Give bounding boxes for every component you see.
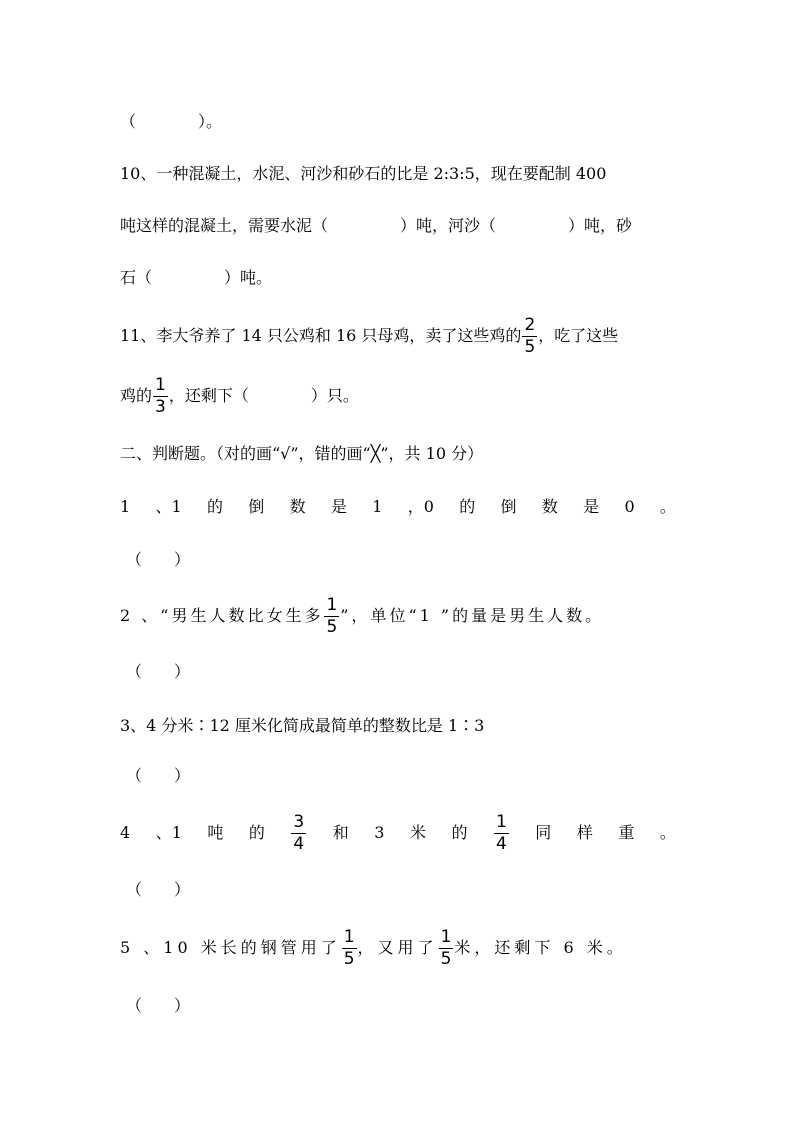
- j1-token: 的: [206, 497, 223, 516]
- j4-token: 的: [451, 823, 468, 842]
- j1-token: 、1: [155, 497, 182, 516]
- j4-token: 同: [535, 823, 552, 842]
- j5-text-c: 米，还剩下 6 米。: [454, 938, 627, 957]
- q9-answer-blank: [120, 102, 676, 142]
- judge-item-2: [120, 594, 676, 638]
- q11-text-b: ，吃了这些: [538, 326, 619, 345]
- q11-line1: [120, 314, 676, 358]
- j1-token: 数: [541, 497, 558, 516]
- fraction-denominator: 4: [495, 833, 507, 854]
- fraction-denominator: 4: [293, 833, 305, 854]
- fraction-one-fifth: [342, 929, 357, 968]
- j1-token: 0: [624, 497, 635, 516]
- j4-token: 米: [409, 823, 426, 842]
- fraction-numerator: 1: [155, 375, 166, 395]
- q11-text-e: ）只。: [310, 386, 359, 405]
- section-heading: 二、判断题。（对的画“√”，错的画“╳”，共 10 分）: [120, 444, 484, 463]
- judge-item-4: [120, 810, 676, 856]
- j4-token: 吨: [207, 823, 224, 842]
- q10-line1: 10、一种混凝土，水泥、河沙和砂石的比是 2:3:5，现在要配制 400: [120, 164, 607, 183]
- j4-token: 和: [332, 823, 349, 842]
- judge-item-3: 3、4 分米∶12 厘米化简成最简单的整数比是 1∶3: [120, 716, 485, 735]
- fraction-one-quarter: [494, 811, 509, 854]
- j4-token: 样: [576, 823, 593, 842]
- q10-text-e: ）吨。: [224, 268, 273, 287]
- q10-text-b: ）吨，河沙（: [400, 216, 497, 235]
- j4-token: 重: [618, 823, 635, 842]
- fraction-one-fifth: [324, 597, 339, 636]
- q10-text-c: ）吨，砂: [568, 216, 633, 235]
- j4-token: 3: [374, 823, 385, 842]
- fraction-one-fifth: [439, 929, 454, 968]
- open-paren: （: [120, 112, 137, 131]
- judge-item-5: [120, 925, 676, 971]
- q10-text-a: 吨这样的混凝土，需要水泥（: [120, 216, 329, 235]
- fraction-numerator: 1: [343, 927, 355, 947]
- j1-token: 1: [120, 497, 131, 516]
- q11-line2: [120, 374, 676, 418]
- j1-token: 是: [330, 497, 347, 516]
- j1-token: 倒: [248, 497, 265, 516]
- fraction-two-fifths: [522, 317, 537, 356]
- j4-token: 的: [248, 823, 265, 842]
- j4-token: 4: [120, 823, 131, 842]
- j1-token: 。: [659, 497, 676, 516]
- fraction-numerator: 1: [440, 927, 452, 947]
- j4-token: 、1: [155, 823, 182, 842]
- fraction-denominator: 5: [440, 949, 452, 969]
- j1-token: 数: [289, 497, 306, 516]
- j1-token: 的: [459, 497, 476, 516]
- fraction-denominator: 3: [155, 397, 166, 417]
- j1-token: 倒: [500, 497, 517, 516]
- fraction-denominator: 5: [524, 337, 536, 357]
- judge-answer-1[interactable]: （ ）: [126, 550, 191, 569]
- j1-token: 1: [372, 497, 383, 516]
- judge-answer-2[interactable]: （ ）: [126, 662, 191, 681]
- j1-token: ，0: [407, 497, 434, 516]
- fraction-numerator: 3: [293, 811, 305, 832]
- q10-line2: [120, 206, 676, 246]
- fraction-denominator: 5: [343, 949, 355, 969]
- fraction-numerator: 2: [524, 315, 536, 335]
- fraction-numerator: 1: [326, 595, 338, 615]
- judge-item-1: [120, 487, 676, 527]
- j1-token: 是: [583, 497, 600, 516]
- fraction-three-quarters: [291, 811, 306, 854]
- q10-line3: [120, 258, 676, 298]
- j2-text-b: ”，单位“1 ”的量是男生人数。: [340, 606, 605, 625]
- j5-text-b: ，又用了: [357, 938, 438, 957]
- q11-text-d: ，还剩下（: [168, 386, 249, 405]
- fraction-numerator: 1: [495, 811, 507, 832]
- fraction-one-third: [153, 377, 168, 416]
- judge-answer-4[interactable]: （ ）: [126, 880, 191, 899]
- q11-text-c: 鸡的: [120, 386, 153, 405]
- close-paren: ）。: [198, 112, 223, 131]
- q11-text-a: 11、李大爷养了 14 只公鸡和 16 只母鸡，卖了这些鸡的: [120, 326, 522, 345]
- judge-answer-3[interactable]: （ ）: [126, 766, 191, 785]
- j2-text-a: 2 、“男生人数比女生多: [120, 606, 324, 625]
- judge-answer-5[interactable]: （ ）: [126, 996, 191, 1015]
- j4-token: 。: [659, 823, 676, 842]
- j5-text-a: 5 、10 米长的钢管用了: [120, 938, 341, 957]
- fraction-denominator: 5: [326, 617, 338, 637]
- q10-text-d: 石（: [120, 268, 153, 287]
